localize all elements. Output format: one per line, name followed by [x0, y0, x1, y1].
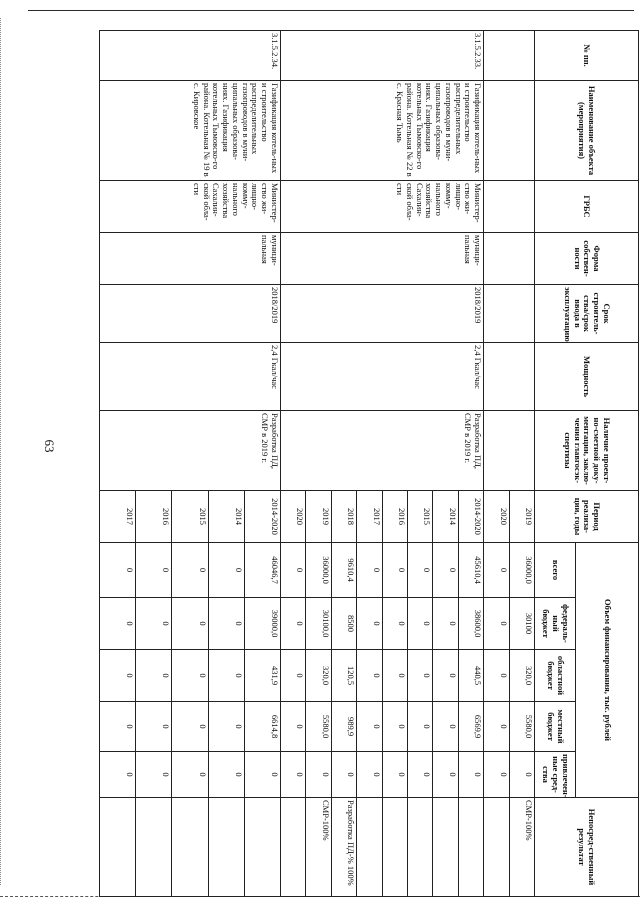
cell-federal: 0 — [357, 598, 382, 650]
cell-regional: 0 — [208, 650, 244, 702]
cell-attracted: 0 — [407, 752, 432, 798]
cell-result — [136, 798, 172, 897]
cell-federal: 0 — [100, 598, 136, 650]
cell-federal: 0 — [172, 598, 208, 650]
cell-total: 0 — [433, 543, 458, 598]
cell-attracted: 0 — [433, 752, 458, 798]
table-row — [509, 31, 534, 897]
cell-local: 5580,0 — [306, 702, 331, 752]
cell-docs: Разработка ПД, СМР в 2019 г. — [100, 411, 281, 491]
cell-federal: 0 — [208, 598, 244, 650]
cell-result: Разработка ПД-% 100% — [331, 798, 356, 897]
header-ownership: Форма собствен-ности — [535, 233, 639, 285]
cell-period: 2019 — [509, 491, 534, 543]
cell-docs — [484, 411, 535, 491]
cell-grbs — [484, 181, 535, 233]
cell-regional: 0 — [136, 650, 172, 702]
cell-attracted: 0 — [357, 752, 382, 798]
cell-federal: 0 — [280, 598, 305, 650]
cell-attracted: 0 — [208, 752, 244, 798]
cell-local: 5580,0 — [509, 702, 534, 752]
cell-result — [433, 798, 458, 897]
header-regional: областной бюджет — [535, 650, 576, 702]
header-capacity: Мощность — [535, 343, 639, 411]
cell-period: 2019 — [306, 491, 331, 543]
cell-local: 0 — [100, 702, 136, 752]
cell-federal: 0 — [433, 598, 458, 650]
cell-total: 46046,7 — [244, 543, 280, 598]
cell-result: СМР-100% — [509, 798, 534, 897]
cell-ownership — [484, 233, 535, 285]
cell-period: 2014 — [433, 491, 458, 543]
cell-total: 0 — [208, 543, 244, 598]
cell-attracted: 0 — [172, 752, 208, 798]
cell-period: 2016 — [382, 491, 407, 543]
cell-result — [382, 798, 407, 897]
cell-federal: 39000,0 — [244, 598, 280, 650]
cell-regional: 120,5 — [331, 650, 356, 702]
cell-local: 0 — [357, 702, 382, 752]
cell-federal: 8500 — [331, 598, 356, 650]
cell-attracted: 0 — [484, 752, 509, 798]
financing-table — [99, 30, 639, 897]
cell-total: 0 — [382, 543, 407, 598]
cell-attracted: 0 — [244, 752, 280, 798]
cell-local: 989,9 — [331, 702, 356, 752]
cell-local: 0 — [484, 702, 509, 752]
cell-regional: 0 — [357, 650, 382, 702]
cell-federal: 0 — [407, 598, 432, 650]
cell-attracted: 0 — [509, 752, 534, 798]
cell-period: 2014-2020 — [458, 491, 483, 543]
table-body — [100, 31, 535, 897]
cell-federal: 0 — [382, 598, 407, 650]
cell-attracted: 0 — [382, 752, 407, 798]
cell-period: 2015 — [172, 491, 208, 543]
cell-regional: 0 — [280, 650, 305, 702]
cell-name — [484, 81, 535, 181]
cell-local: 0 — [208, 702, 244, 752]
landscape-sheet — [99, 30, 639, 897]
cell-period: 2017 — [100, 491, 136, 543]
cell-capacity: 2,4 Гкал/час — [280, 343, 483, 411]
cell-ownership: муници-пальная — [280, 233, 483, 285]
cell-local: 0 — [280, 702, 305, 752]
cell-regional: 431,9 — [244, 650, 280, 702]
cell-result — [244, 798, 280, 897]
header-result: Непосред-ственный результат — [535, 798, 639, 897]
cell-federal: 0 — [484, 598, 509, 650]
cell-total: 0 — [280, 543, 305, 598]
header-construction: Срок строитель-ства/срок ввода в эксплуатацию — [535, 285, 639, 343]
cell-local: 0 — [172, 702, 208, 752]
cell-local: 6614,8 — [244, 702, 280, 752]
cell-regional: 0 — [172, 650, 208, 702]
cell-federal: 30100 — [509, 598, 534, 650]
table-row — [244, 31, 280, 897]
cell-total: 0 — [357, 543, 382, 598]
cell-total: 0 — [407, 543, 432, 598]
cell-num — [484, 31, 535, 81]
table-row — [458, 31, 483, 897]
cell-attracted: 0 — [331, 752, 356, 798]
header-name: Наименование объекта (мероприятия) — [535, 81, 639, 181]
cell-local: 0 — [136, 702, 172, 752]
cell-regional: 320,0 — [306, 650, 331, 702]
cell-construction: 2018/2019 — [100, 285, 281, 343]
cell-local: 6569,9 — [458, 702, 483, 752]
cell-regional: 320,0 — [509, 650, 534, 702]
header-period: Период реализа-ции, годы — [535, 491, 639, 543]
cell-period: 2016 — [136, 491, 172, 543]
cell-total: 0 — [100, 543, 136, 598]
cell-regional: 0 — [100, 650, 136, 702]
cell-result — [458, 798, 483, 897]
cell-result — [172, 798, 208, 897]
cell-regional: 0 — [433, 650, 458, 702]
cell-period: 2020 — [280, 491, 305, 543]
cell-period: 2017 — [357, 491, 382, 543]
cell-capacity: 2,4 Гкал/час — [100, 343, 281, 411]
cell-attracted: 0 — [100, 752, 136, 798]
header-federal: федераль-ный бюджет — [535, 598, 576, 650]
cell-federal: 38600,0 — [458, 598, 483, 650]
cell-attracted: 0 — [136, 752, 172, 798]
cell-local: 0 — [382, 702, 407, 752]
cell-period: 2015 — [407, 491, 432, 543]
page-number: 63 — [42, 439, 57, 453]
cell-attracted: 0 — [458, 752, 483, 798]
cell-period: 2020 — [484, 491, 509, 543]
cell-total: 36000,0 — [509, 543, 534, 598]
cell-local: 0 — [407, 702, 432, 752]
cell-period: 2018 — [331, 491, 356, 543]
cell-name: Газификация котель-ных и строительство распределительных газопроводов в муни-ципальных образова-ниях. Газификация котельных Тымовско-го района. Котельная № 22 в с. Красная Тымь — [280, 81, 483, 181]
cell-result — [357, 798, 382, 897]
cell-ownership: муници-пальная — [100, 233, 281, 285]
cell-regional: 0 — [407, 650, 432, 702]
cell-construction — [484, 285, 535, 343]
cell-capacity — [484, 343, 535, 411]
cell-docs: Разработка ПД, СМР в 2019 г. — [280, 411, 483, 491]
cell-attracted: 0 — [280, 752, 305, 798]
cell-total: 9610,4 — [331, 543, 356, 598]
cell-total: 0 — [172, 543, 208, 598]
scan-side-edge — [0, 18, 1, 885]
cell-construction: 2018/2019 — [280, 285, 483, 343]
header-attracted: привлечен-ные сред-ства — [535, 752, 576, 798]
cell-result — [208, 798, 244, 897]
cell-result — [100, 798, 136, 897]
cell-local: 0 — [433, 702, 458, 752]
cell-federal: 0 — [136, 598, 172, 650]
cell-total: 36000,0 — [306, 543, 331, 598]
header-total: всего — [535, 543, 576, 598]
cell-total: 45610,4 — [458, 543, 483, 598]
cell-result: СМР-100% — [306, 798, 331, 897]
cell-regional: 0 — [484, 650, 509, 702]
cell-regional: 0 — [382, 650, 407, 702]
cell-total: 0 — [136, 543, 172, 598]
cell-period: 2014 — [208, 491, 244, 543]
header-financing: Объем финансирования, тыс. рублей — [576, 543, 639, 798]
cell-result — [407, 798, 432, 897]
cell-period: 2014-2020 — [244, 491, 280, 543]
header-docs: Наличие проект-но-сметной доку-ментации, заклю-чения главгосэк-спертизы — [535, 411, 639, 491]
cell-total: 0 — [484, 543, 509, 598]
cell-num: 3.1.5.2.34. — [100, 31, 281, 81]
cell-result — [280, 798, 305, 897]
cell-result — [484, 798, 509, 897]
cell-attracted: 0 — [306, 752, 331, 798]
cell-grbs: Министер-ство жи-лищно-комму-нального хозяйства Сахалин-ской обла-сти — [100, 181, 281, 233]
header-num: № пп. — [535, 31, 639, 81]
header-grbs: ГРБС — [535, 181, 639, 233]
cell-federal: 30100,0 — [306, 598, 331, 650]
cell-grbs: Министер-ство жи-лищно-комму-нального хозяйства Сахалин-ской обла-сти — [280, 181, 483, 233]
header-local: местный бюджет — [535, 702, 576, 752]
cell-num: 3.1.5.2.33. — [280, 31, 483, 81]
cell-name: Газификация котель-ных и строительство распределительных газопроводов в муни-ципальных образова-ниях. Газификация котельных Тымовско-го района. Котельная № 19 в с. Кировское — [100, 81, 281, 181]
scan-top-edge — [28, 10, 634, 11]
cell-regional: 440,5 — [458, 650, 483, 702]
